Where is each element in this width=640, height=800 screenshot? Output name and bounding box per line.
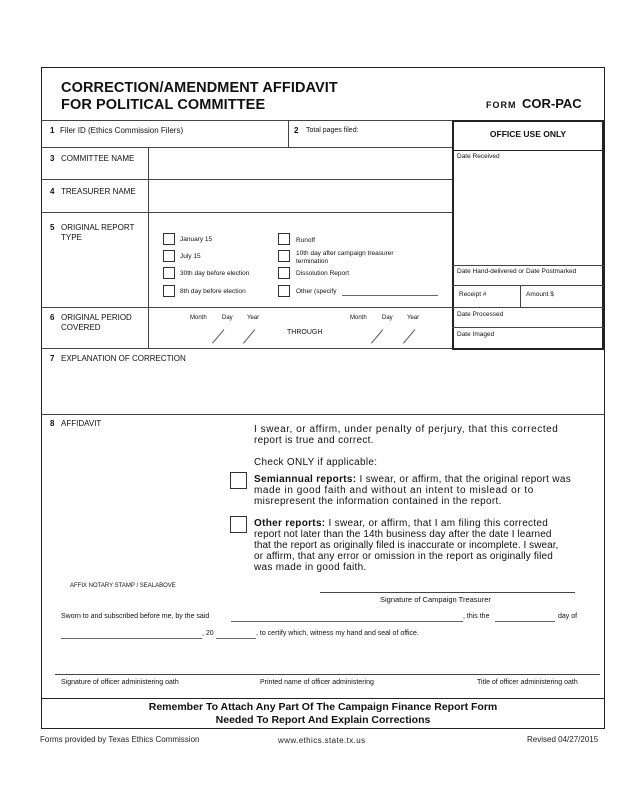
affidavit-label: AFFIDAVIT xyxy=(61,419,102,428)
through-label: THROUGH xyxy=(287,329,323,336)
explanation-label: EXPLANATION OF CORRECTION xyxy=(61,354,186,363)
committee-name-label: COMMITTEE NAME xyxy=(61,154,135,163)
semiannual-title: Semiannual reports: xyxy=(254,474,357,485)
section7-num: 7 xyxy=(50,354,55,363)
other-reports-line4: or affirm, that any error or omission in the report as originally filed xyxy=(254,551,553,562)
end-month-label: Month xyxy=(350,315,367,321)
start-year-label: Year xyxy=(247,315,260,321)
officer-signature-label: Signature of officer administering oath xyxy=(61,679,179,686)
sworn-text-b: , this the xyxy=(463,613,490,620)
sworn-year-blank[interactable] xyxy=(216,638,256,639)
sworn-text-e: , to certify which, witness my hand and seal of office. xyxy=(256,630,419,637)
other-reports-line2: report not later than the 14th business day after the date I learned xyxy=(254,529,552,540)
checkbox-january-15[interactable] xyxy=(163,233,175,245)
receipt-divider xyxy=(520,285,521,307)
section8-num: 8 xyxy=(50,419,55,428)
period-covered-label xyxy=(61,313,132,332)
start-date-field[interactable] xyxy=(170,322,270,344)
other-reports-title: Other reports: xyxy=(254,518,326,529)
option-10th-day-termination xyxy=(296,250,394,266)
other-reports-line5: was made in good faith. xyxy=(254,562,367,573)
label-column-divider xyxy=(148,147,149,348)
option-other: Other (specify xyxy=(296,288,337,295)
treasurer-signature-line[interactable] xyxy=(320,592,575,593)
treasurer-name-label: TREASURER NAME xyxy=(61,187,136,196)
footer-revised: Revised 04/27/2015 xyxy=(527,735,599,744)
start-month-label: Month xyxy=(190,315,207,321)
divider-affidavit xyxy=(41,698,605,699)
receipt-label: Receipt # xyxy=(459,291,487,298)
sworn-line-1 xyxy=(61,613,209,620)
date-received-label: Date Received xyxy=(457,153,500,160)
checkbox-runoff[interactable] xyxy=(278,233,290,245)
option-10th-line1: 10th day after campaign treasurer xyxy=(296,250,394,257)
amount-label: Amount $ xyxy=(526,291,554,298)
other-reports-line1: I swear, or affirm, that I am filing this corrected xyxy=(325,518,549,529)
treasurer-signature-label: Signature of Campaign Treasurer xyxy=(380,595,491,604)
remember-notice xyxy=(41,701,605,727)
end-day-label: Day xyxy=(382,315,393,321)
option-runoff: Runoff xyxy=(296,237,316,244)
form-label: FORM xyxy=(486,100,517,110)
end-year-label: Year xyxy=(407,315,420,321)
footer-website[interactable]: www.ethics.state.tx.us xyxy=(278,736,366,745)
period-label-line2: COVERED xyxy=(61,322,101,332)
checkbox-semiannual[interactable] xyxy=(230,472,247,489)
section6-num: 6 xyxy=(50,313,55,322)
officer-printed-name-label: Printed name of officer administering xyxy=(260,679,374,686)
sworn-month-blank[interactable] xyxy=(61,638,202,639)
sworn-day-blank[interactable] xyxy=(495,621,555,622)
option-30th-day: 30th day before election xyxy=(180,270,250,277)
report-type-label-line2: TYPE xyxy=(61,232,82,242)
checkbox-other-reports[interactable] xyxy=(230,516,247,533)
other-specify-line[interactable] xyxy=(342,295,438,296)
semiannual-line1: I swear, or affirm, that the original report was xyxy=(356,474,571,485)
sworn-text-d: , 20 xyxy=(202,630,214,637)
divider-header xyxy=(41,120,452,121)
form-title xyxy=(61,80,338,114)
treasurer-name-field[interactable] xyxy=(150,181,450,210)
remember-line2: Needed To Report And Explain Corrections xyxy=(215,714,431,726)
option-dissolution: Dissolution Report xyxy=(296,270,350,277)
notary-stamp-label: AFFIX NOTARY STAMP / SEALABOVE xyxy=(70,583,176,589)
office-divider-1 xyxy=(452,265,604,266)
swear-statement xyxy=(254,424,595,446)
check-only-text: Check ONLY if applicable: xyxy=(254,457,378,468)
swear-line2: report is true and correct. xyxy=(254,435,374,446)
divider-row1 xyxy=(41,147,452,148)
filer-id-field[interactable] xyxy=(150,134,286,146)
footer-provider: Forms provided by Texas Ethics Commission xyxy=(40,735,200,744)
officer-signature-line[interactable] xyxy=(55,674,600,675)
checkbox-other[interactable] xyxy=(278,285,290,297)
end-date-field[interactable] xyxy=(330,322,430,344)
checkbox-dissolution[interactable] xyxy=(278,267,290,279)
option-january-15: January 15 xyxy=(180,236,213,243)
total-pages-field[interactable] xyxy=(370,124,450,144)
office-divider-3 xyxy=(452,307,604,308)
remember-line1: Remember To Attach Any Part Of The Campaign Finance Report Form xyxy=(148,701,498,713)
divider-row3 xyxy=(41,179,452,180)
sworn-text-c: day of xyxy=(558,613,578,620)
explanation-field[interactable] xyxy=(60,366,600,410)
divider-row5 xyxy=(41,307,452,308)
start-day-label: Day xyxy=(222,315,233,321)
semiannual-line3: misrepresent the information contained in the report. xyxy=(254,496,502,507)
office-divider-4 xyxy=(452,327,604,328)
semiannual-line2: made in good faith and without an intent to mislead or to xyxy=(254,485,534,496)
checkbox-july-15[interactable] xyxy=(163,250,175,262)
section4-num: 4 xyxy=(50,187,55,196)
officer-title-label: Title of officer administering oath xyxy=(477,679,578,686)
semiannual-statement xyxy=(254,474,588,507)
option-8th-day: 8th day before election xyxy=(180,288,246,295)
section1-num: 1 xyxy=(50,126,55,135)
title-line-1: CORRECTION/AMENDMENT AFFIDAVIT xyxy=(61,80,338,96)
checkbox-30th-day[interactable] xyxy=(163,267,175,279)
section2-num: 2 xyxy=(294,126,299,135)
other-reports-line3: that the report as originally filed is inaccurate or incomplete. I swear, xyxy=(254,540,559,551)
date-hand-delivered-label: Date Hand-delivered or Date Postmarked xyxy=(457,268,577,275)
title-line-2: FOR POLITICAL COMMITTEE xyxy=(61,97,266,113)
date-imaged-label: Date Imaged xyxy=(457,331,495,338)
filer-id-label: Filer ID (Ethics Commission Filers) xyxy=(60,126,184,135)
office-divider-2 xyxy=(452,285,604,286)
report-type-label-line1: ORIGINAL REPORT xyxy=(61,223,135,232)
option-july-15: July 15 xyxy=(180,253,201,260)
form-code: COR-PAC xyxy=(522,96,582,111)
office-use-title: OFFICE USE ONLY xyxy=(489,129,567,139)
period-label-line1: ORIGINAL PERIOD xyxy=(61,313,132,322)
committee-name-field[interactable] xyxy=(150,149,450,177)
section3-num: 3 xyxy=(50,154,55,163)
row1-divider xyxy=(288,120,289,147)
report-type-label xyxy=(61,223,134,242)
other-reports-statement xyxy=(254,518,588,573)
divider-row4 xyxy=(41,212,452,213)
total-pages-label: Total pages filed: xyxy=(306,127,359,134)
sworn-text-a: Sworn to and subscribed before me, by the said xyxy=(61,613,210,620)
option-10th-line2: termination xyxy=(296,258,329,265)
divider-row7 xyxy=(41,414,605,415)
date-processed-label: Date Processed xyxy=(457,311,504,318)
checkbox-10th-day-termination[interactable] xyxy=(278,250,290,262)
checkbox-8th-day[interactable] xyxy=(163,285,175,297)
swear-line1: I swear, or affirm, under penalty of perjury, that this corrected xyxy=(254,424,559,435)
section5-num: 5 xyxy=(50,223,55,232)
sworn-name-blank[interactable] xyxy=(231,621,463,622)
